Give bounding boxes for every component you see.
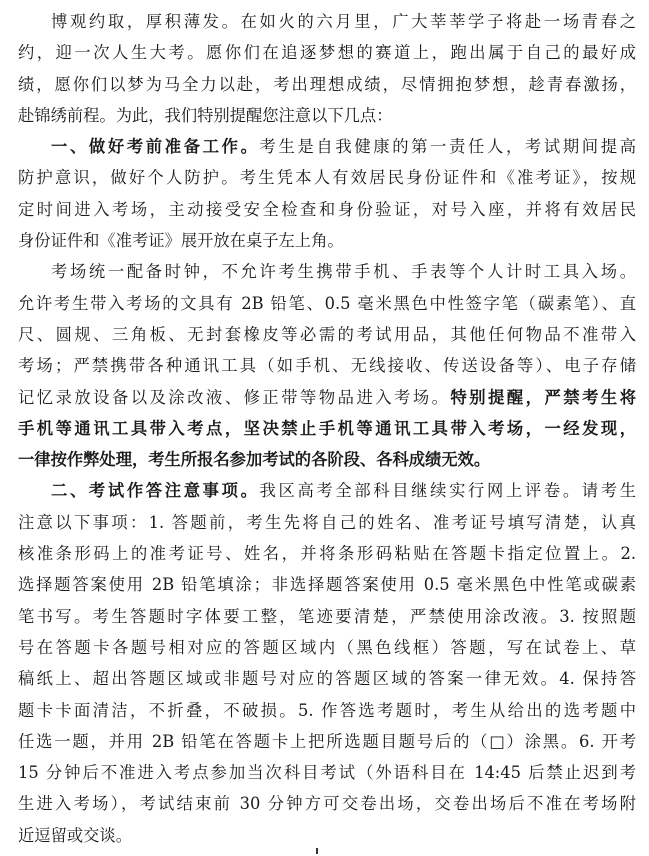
text-run: 考生是自我健康的第一责任人，考试期间提高 — [259, 137, 636, 157]
text-run: 核准条形码上的准考证号、姓名，并将条形码粘贴在答题卡指定位置上。2. — [18, 544, 636, 564]
text-line — [18, 69, 636, 100]
text-line — [18, 788, 636, 819]
text-run: 注意以下事项：1. 答题前，考生先将自己的姓名、准考证号填写清楚，认真 — [18, 512, 636, 532]
text-line — [18, 256, 636, 287]
text-run: 号在答题卡各题号相对应的答题区域内（黑色线框）答题，写在试卷上、草 — [18, 637, 636, 657]
text-run: 我区高考全部科目继续实行网上评卷。请考生 — [259, 481, 636, 501]
text-line — [18, 663, 636, 694]
text-line — [18, 475, 636, 506]
text-line — [18, 444, 636, 475]
text-line — [18, 757, 636, 788]
text-line — [18, 538, 636, 569]
paragraph-exam-preparation — [18, 131, 636, 256]
text-run: 防护意识，做好个人防护。考生凭本人有效居民身份证件和《准考证》，按规 — [18, 168, 636, 188]
text-run: 题卡卡面清洁，不折叠，不破损。5. 作答选考题时，考生从给出的选考题中 — [18, 700, 636, 720]
text-run: 定时间进入考场，主动接受安全检查和身份验证，对号入座，并将有效居民 — [18, 199, 636, 219]
bold-warning-run: 一律按作弊处理，考生所报名参加考试的各阶段、各科成绩无效。 — [18, 450, 491, 470]
text-line — [18, 225, 636, 256]
text-line — [18, 569, 636, 600]
text-run: 记忆录放设备以及涂改液、修正带等物品进入考场。 — [18, 387, 451, 407]
text-line — [18, 601, 636, 632]
text-run: 身份证件和《准考证》展开放在桌子左上角。 — [18, 231, 344, 251]
text-run: 约，迎一次人生大考。愿你们在追逐梦想的赛道上，跑出属于自己的最好成 — [18, 43, 636, 63]
text-run: 稿纸上、超出答题区域或非题号对应的答题区域的答案一律无效。4. 保持答 — [18, 669, 636, 689]
text-run: 选择题答案使用 2B 铅笔填涂；非选择题答案使用 0.5 毫米黑色中性笔或碳素 — [18, 575, 636, 595]
text-run: 赴锦绣前程。为此，我们特别提醒您注意以下几点： — [18, 105, 393, 125]
text-run: 尺、圆规、三角板、无封套橡皮等必需的考试用品，其他任何物品不准带入 — [18, 324, 636, 344]
text-line — [18, 382, 636, 413]
text-run: 考场统一配备时钟，不允许考生携带手机、手表等个人计时工具入场。 — [51, 262, 636, 282]
text-line — [18, 350, 636, 381]
text-line — [18, 632, 636, 663]
section-heading: 二、考试作答注意事项。 — [51, 481, 260, 501]
text-line — [18, 507, 636, 538]
text-run: 15 分钟后不准进入考点参加当次科目考试（外语科目在 14:45 后禁止迟到考 — [18, 763, 636, 783]
text-line — [18, 100, 636, 131]
paragraph-intro — [18, 6, 636, 131]
bold-warning-run: 手机等通讯工具带入考点，坚决禁止手机等通讯工具带入考场，一经发现， — [18, 418, 636, 438]
text-line — [18, 820, 636, 851]
document-page — [18, 6, 636, 851]
paragraph-answering-notes — [18, 475, 636, 851]
text-line — [18, 37, 636, 68]
bold-warning-run: 特别提醒，严禁考生将 — [450, 387, 636, 407]
text-line — [18, 413, 636, 444]
text-line — [18, 194, 636, 225]
text-line — [18, 319, 636, 350]
text-line — [18, 288, 636, 319]
text-run: 近逗留或交谈。 — [18, 825, 132, 845]
text-line — [18, 162, 636, 193]
scan-mark — [316, 848, 318, 854]
text-run: 允许考生带入考场的文具有 2B 铅笔、0.5 毫米黑色中性签字笔（碳素笔）、直 — [18, 293, 636, 313]
text-run: 笔书写。考生答题时字体要工整，笔迹要清楚，严禁使用涂改液。3. 按照题 — [18, 606, 636, 626]
text-run: 考场；严禁携带各种通讯工具（如手机、无线接收、传送设备等）、电子存储 — [18, 356, 636, 376]
paragraph-exam-room-items — [18, 256, 636, 475]
text-line — [18, 695, 636, 726]
text-line — [18, 131, 636, 162]
text-run: 绩，愿你们以梦为马全力以赴，考出理想成绩，尽情拥抱梦想，趁青春激扬， — [18, 74, 636, 94]
text-run: 生进入考场），考试结束前 30 分钟方可交卷出场，交卷出场后不准在考场附 — [18, 794, 636, 814]
text-run: 博观约取，厚积薄发。在如火的六月里，广大莘莘学子将赴一场青春之 — [51, 12, 636, 31]
text-run: 任选一题，并用 2B 铅笔在答题卡上把所选题目题号后的（□）涂黑。6. 开考 — [18, 731, 636, 751]
section-heading: 一、做好考前准备工作。 — [51, 137, 260, 157]
text-line — [18, 726, 636, 757]
text-line — [18, 6, 636, 37]
